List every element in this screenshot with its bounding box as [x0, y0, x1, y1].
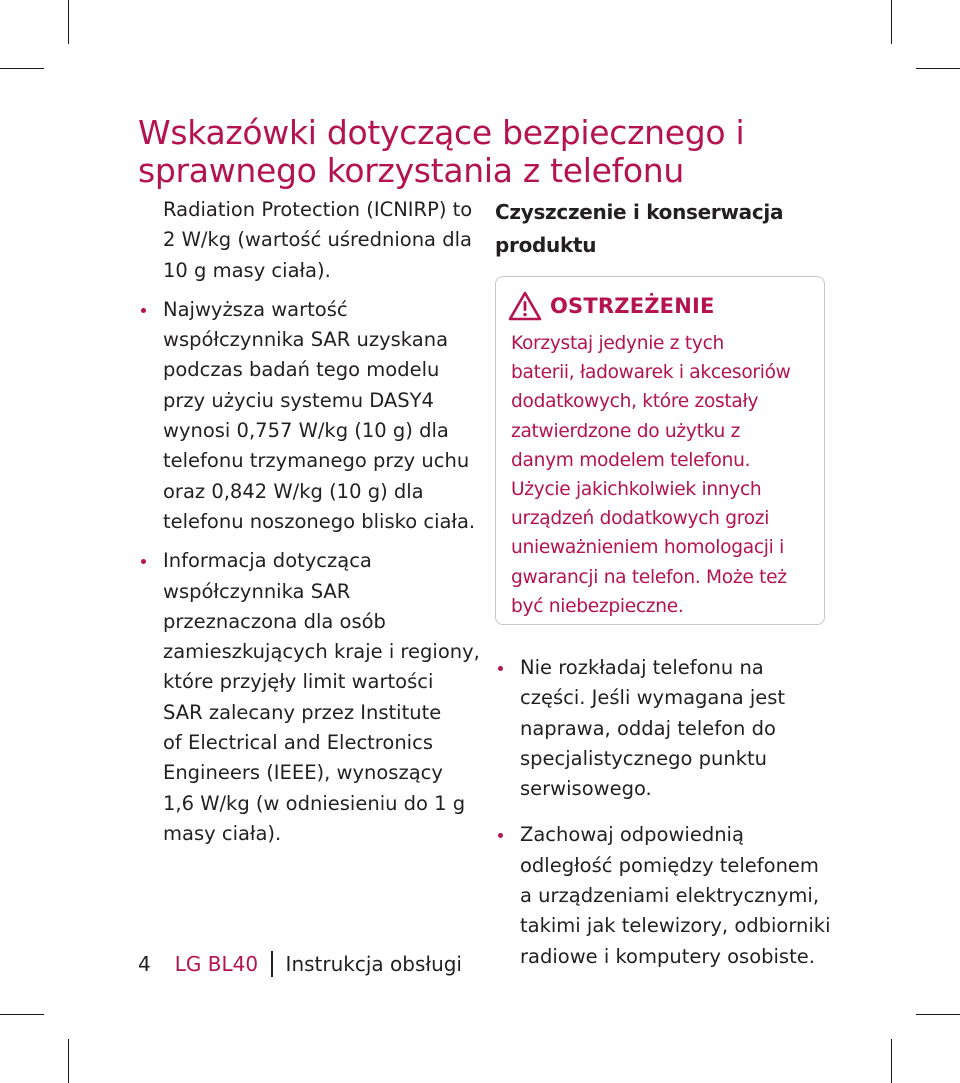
text-line: baterii, ładowarek i akcesoriów	[511, 362, 791, 384]
footer-divider	[271, 951, 273, 977]
text-line: Informacja dotycząca	[163, 549, 372, 573]
text-line: przy użyciu systemu DASY4	[163, 388, 434, 412]
section-heading-line: produktu	[495, 233, 597, 257]
text-line: Użycie jakichkolwiek innych	[511, 479, 762, 501]
crop-mark	[0, 68, 44, 69]
page-number: 4	[138, 952, 151, 976]
text-line: of Electrical and Electronics	[163, 731, 433, 755]
text-line: części. Jeśli wymagana jest	[520, 686, 786, 710]
text-line: odległość pomiędzy telefonem	[520, 853, 819, 877]
text-line: 1,6 W/kg (w odniesieniu do 1 g	[163, 791, 466, 815]
text-line: współczynnika SAR uzyskana	[163, 328, 449, 352]
text-line: a urządzeniami elektrycznymi,	[520, 884, 820, 908]
left-column	[163, 195, 483, 849]
text-line: 2 W/kg (wartość uśredniona dla	[163, 228, 472, 252]
bullet-icon	[141, 308, 146, 313]
text-line: które przyjęły limit wartości	[163, 670, 434, 694]
text-line: dodatkowych, które zostały	[511, 391, 759, 413]
text-line: podczas badań tego modelu	[163, 358, 440, 382]
section-heading	[495, 196, 830, 262]
page-title-line: Wskazówki dotyczące bezpiecznego i	[138, 113, 745, 152]
manual-title: Instrukcja obsługi	[285, 952, 462, 976]
text-line: Radiation Protection (ICNIRP) to	[163, 198, 473, 221]
text-line: współczynnika SAR	[163, 579, 351, 603]
list-item	[163, 546, 483, 849]
crop-mark	[916, 68, 960, 69]
page-title-line: sprawnego korzystania z telefonu	[138, 151, 685, 190]
text-line: masy ciała).	[163, 821, 282, 845]
text-line: takimi jak telewizory, odbiorniki	[520, 914, 831, 938]
warning-text	[511, 329, 824, 621]
bullet-icon	[498, 666, 503, 671]
right-column	[495, 195, 830, 972]
text-line: Engineers (IEEE), wynoszący	[163, 761, 443, 785]
crop-mark	[891, 1039, 892, 1083]
text-line: specjalistycznego punktu	[520, 746, 768, 770]
text-line: SAR zalecany przez Institute	[163, 700, 442, 724]
text-line: wynosi 0,757 W/kg (10 g) dla	[163, 419, 449, 443]
intro-paragraph	[163, 195, 483, 286]
text-line: telefonu noszonego blisko ciała.	[163, 509, 476, 533]
text-line: zatwierdzone do użytku z	[511, 420, 741, 442]
list-item	[495, 653, 830, 804]
text-line: danym modelem telefonu.	[511, 449, 751, 471]
page-title	[138, 114, 838, 190]
text-line: zamieszkujących kraje i regiony,	[163, 640, 480, 664]
text-line: telefonu trzymanego przy uchu	[163, 449, 470, 473]
product-name: LG BL40	[174, 952, 259, 976]
text-line: być niebezpieczne.	[511, 595, 684, 617]
warning-triangle-icon	[508, 291, 542, 321]
text-line: oraz 0,842 W/kg (10 g) dla	[163, 479, 424, 503]
warning-label: OSTRZEŻENIE	[550, 293, 715, 318]
page-footer	[138, 949, 462, 979]
text-line: radiowe i komputery osobiste.	[520, 944, 815, 968]
crop-mark	[68, 1039, 69, 1083]
text-line: przeznaczona dla osób	[163, 609, 386, 633]
crop-mark	[916, 1014, 960, 1015]
list-item	[163, 295, 483, 537]
warning-box	[495, 276, 825, 625]
text-line: urządzeń dodatkowych grozi	[511, 508, 770, 530]
text-line: Korzystaj jedynie z tych	[511, 333, 724, 354]
section-heading-line: Czyszczenie i konserwacja	[495, 200, 784, 224]
warning-header	[508, 289, 824, 323]
bullet-icon	[141, 559, 146, 564]
crop-mark	[68, 0, 69, 44]
crop-mark	[891, 0, 892, 44]
text-line: Nie rozkładaj telefonu na	[520, 656, 764, 679]
text-line: unieważnieniem homologacji i	[511, 537, 784, 559]
crop-mark	[0, 1014, 44, 1015]
bullet-icon	[498, 833, 503, 838]
text-line: naprawa, oddaj telefon do	[520, 716, 776, 740]
text-line: serwisowego.	[520, 777, 652, 801]
text-line: Zachowaj odpowiednią	[520, 823, 744, 847]
text-line: 10 g masy ciała).	[163, 258, 331, 282]
list-item	[495, 820, 830, 971]
text-line: Najwyższa wartość	[163, 297, 348, 321]
text-line: gwarancji na telefon. Może też	[511, 566, 787, 588]
